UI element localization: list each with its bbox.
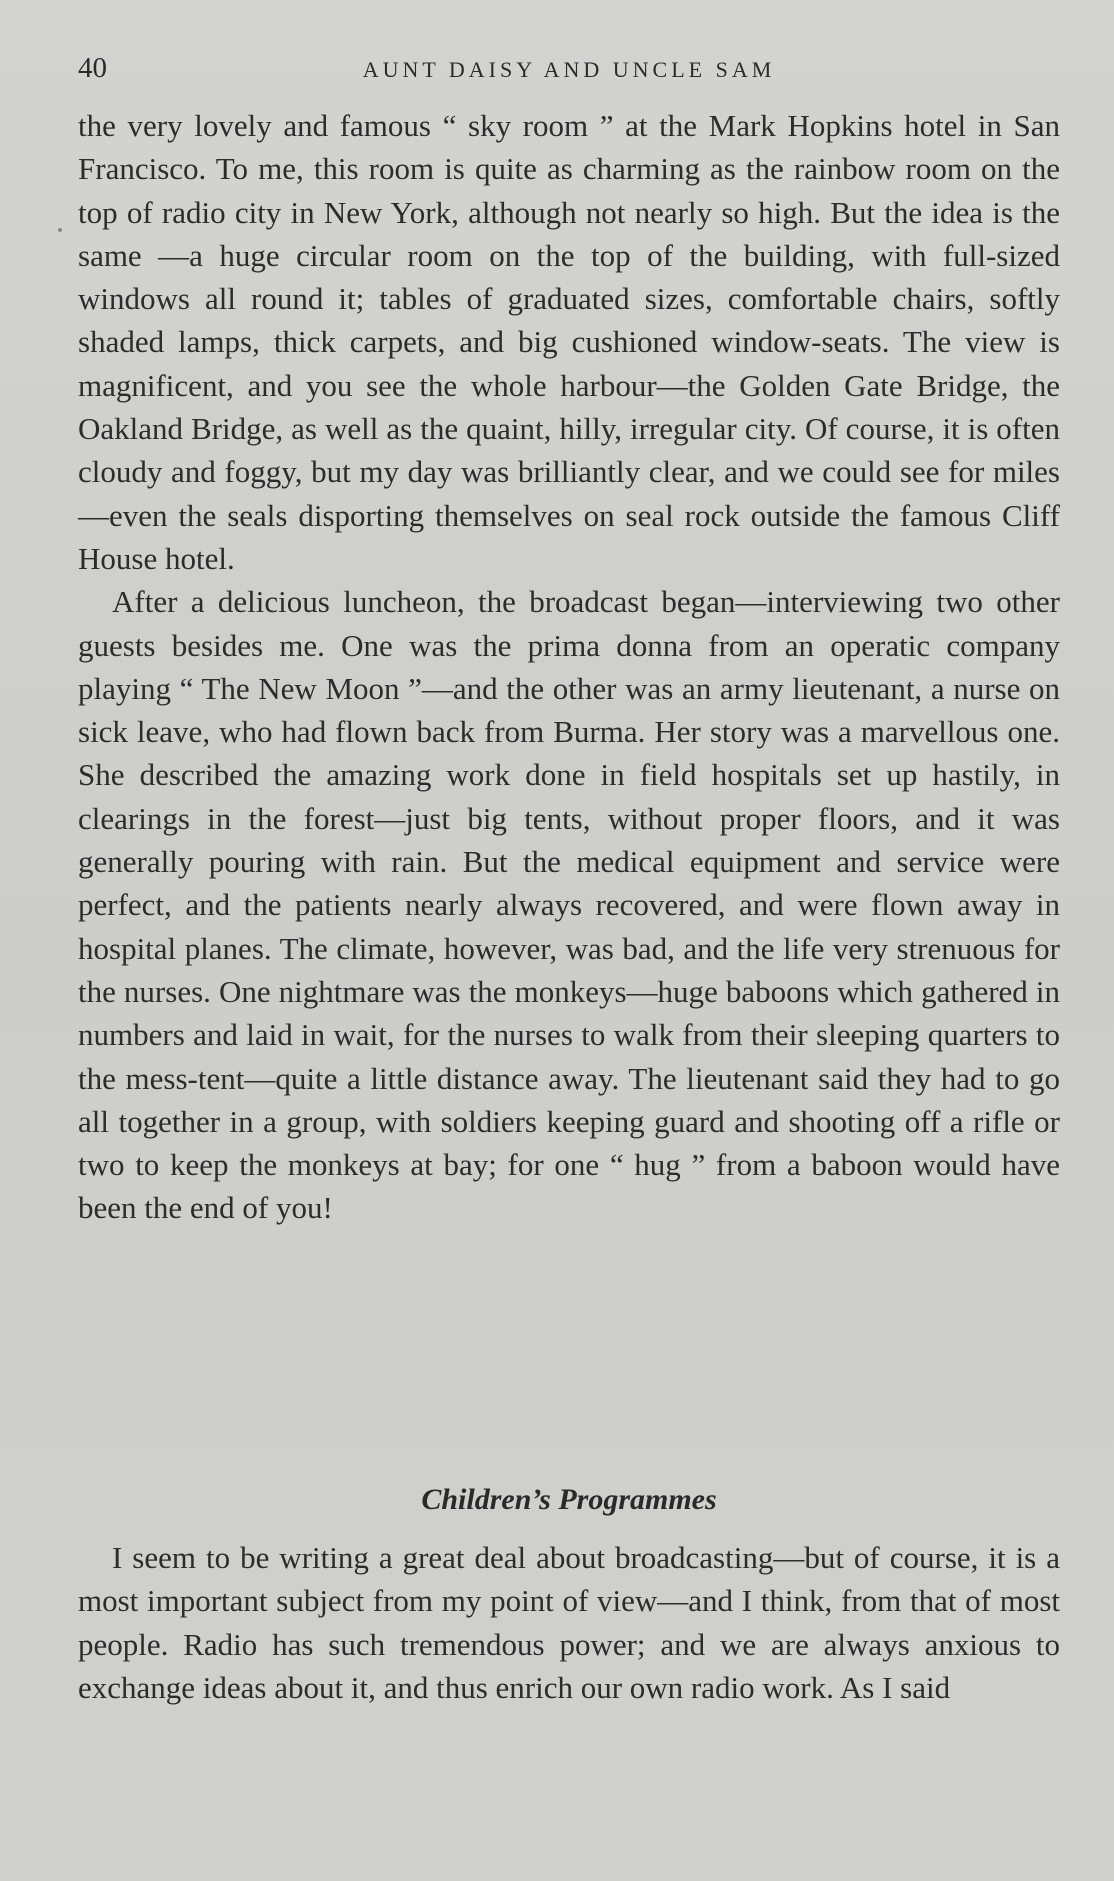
body-paragraph-2: After a delicious luncheon, the broadcast began—interviewing two other guests besides me. One was the prima donna from an operatic company playing “ The New Moon ”—and the other was an army lieutenant, a nurse on sick leave, who had flown back from Burma. Her story was a marvellous one. She described the amazing work done in field hospitals set up hastily, in clearings in the forest—just big tents, without proper floors, and it was generally pouring with rain. But the medical equipment and service were perfect, and the patients nearly always recovered, and were flown away in hospital planes. The climate, however, was bad, and the life very strenuous for the nurses. One nightmare was the monkeys—huge baboons which gathered in numbers and laid in wait, for the nurses to walk from their sleeping quarters to the mess-tent—quite a little distance away. The lieutenant said they had to go all together in a group, with soldiers keeping guard and shooting off a rifle or two to keep the monkeys at bay; for one “ hug ” from a baboon would have been the end of you! — [78, 584, 1060, 1226]
running-title: AUNT DAISY AND UNCLE SAM — [362, 57, 776, 82]
page-speck-mark — [58, 228, 62, 232]
body-paragraph-1: the very lovely and famous “ sky room ” at the Mark Hopkins hotel in San Francisco. To me, this room is quite as charming as the rainbow room on the top of radio city in New York, although not nearly so high. But the idea is the same —a huge circular room on the top of the building, with full-sized windows all round it; tables of graduated sizes, comfortable chairs, softly shaded lamps, thick carpets, and big cushioned window-seats. The view is magnificent, and you see the whole harbour—the Golden Gate Bridge, the Oakland Bridge, as well as the quaint, hilly, irregular city. Of course, it is often cloudy and foggy, but my day was brilliantly clear, and we could see for miles—even the seals disporting themselves on seal rock outside the famous Cliff House hotel. — [78, 108, 1060, 576]
running-head — [78, 50, 1060, 86]
section-heading: Children’s Programmes — [421, 1483, 717, 1516]
body-text — [78, 104, 1060, 1230]
section-paragraph-1: I seem to be writing a great deal about broadcasting—but of course, it is a most important subject from my point of view—and I think, from that of most people. Radio has such tremendous power; and we are always anxious to exchange ideas about it, and thus enrich our own radio work. As I said — [78, 1540, 1060, 1705]
section-text — [78, 1536, 1060, 1709]
page-number: 40 — [78, 52, 107, 84]
